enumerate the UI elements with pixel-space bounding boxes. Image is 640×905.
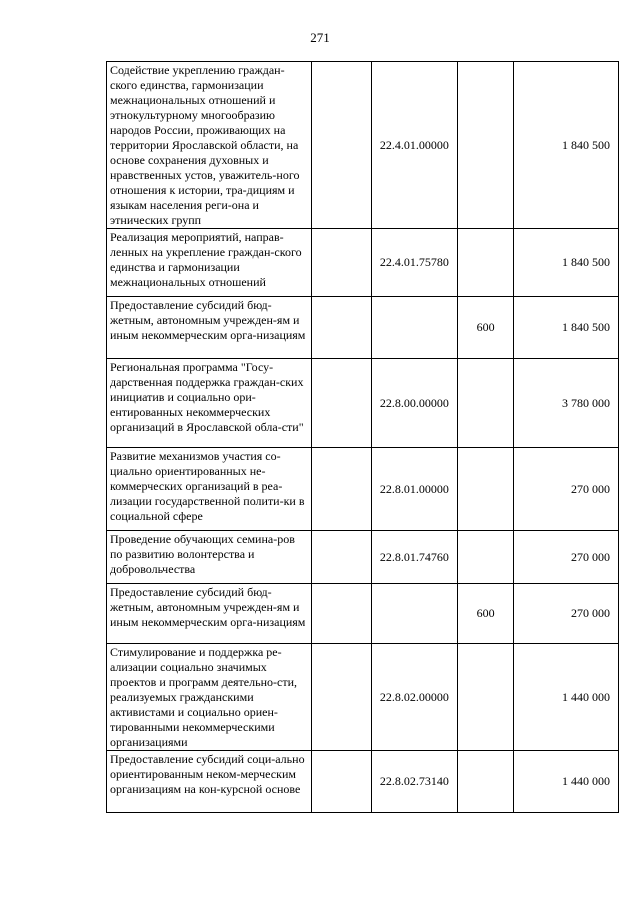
program-code — [371, 584, 458, 644]
empty-cell — [311, 751, 371, 813]
program-code: 22.8.01.00000 — [371, 448, 458, 531]
table-row — [107, 644, 619, 751]
expense-type — [458, 62, 514, 229]
empty-cell — [311, 644, 371, 751]
empty-cell — [311, 584, 371, 644]
table-row — [107, 297, 619, 359]
item-name: Предоставление субсидий бюд-жетным, автономным учрежден-ям и иным некоммерческим орга-низациям — [107, 297, 312, 359]
item-name: Реализация мероприятий, направ-ленных на укрепление граждан-ского единства и гармонизации межнациональных отношений — [107, 229, 312, 297]
table-row — [107, 62, 619, 229]
program-code: 22.4.01.75780 — [371, 229, 458, 297]
table-row — [107, 448, 619, 531]
amount: 1 440 000 — [514, 751, 619, 813]
empty-cell — [311, 297, 371, 359]
table-row — [107, 229, 619, 297]
amount: 270 000 — [514, 448, 619, 531]
item-name: Стимулирование и поддержка ре-ализации социально значимых проектов и программ деятельно-сти, реализуемых гражданскими активистами и социально ориен-тированными некоммерческими организациями — [107, 644, 312, 751]
item-name: Предоставление субсидий бюд-жетным, автономным учрежден-ям и иным некоммерческим орга-низациям — [107, 584, 312, 644]
table-row — [107, 359, 619, 448]
program-code: 22.4.01.00000 — [371, 62, 458, 229]
empty-cell — [311, 359, 371, 448]
amount: 1 840 500 — [514, 297, 619, 359]
item-name: Проведение обучающих семина-ров по развитию волонтерства и добровольчества — [107, 531, 312, 584]
amount: 270 000 — [514, 584, 619, 644]
expense-type: 600 — [458, 584, 514, 644]
table-row — [107, 531, 619, 584]
program-code: 22.8.02.00000 — [371, 644, 458, 751]
empty-cell — [311, 531, 371, 584]
empty-cell — [311, 62, 371, 229]
program-code: 22.8.02.73140 — [371, 751, 458, 813]
item-name: Развитие механизмов участия со-циально ориентированных не-коммерческих организаций в реа-лизации государственной полити-ки в социальной сфере — [107, 448, 312, 531]
program-code: 22.8.01.74760 — [371, 531, 458, 584]
expense-type: 600 — [458, 297, 514, 359]
expense-type — [458, 751, 514, 813]
amount: 3 780 000 — [514, 359, 619, 448]
budget-table — [106, 61, 619, 813]
amount: 1 840 500 — [514, 62, 619, 229]
item-name: Содействие укреплению граждан-ского единства, гармонизации межнациональных отношений и этнокультурному многообразию народов России, проживающих на территории Ярославской области, на основе сохранения духовных и нравственных устов, уважитель-ного отношения к истории, тра-дициям и языкам населения реги-она и этнических групп — [107, 62, 312, 229]
table-row — [107, 751, 619, 813]
empty-cell — [311, 448, 371, 531]
amount: 1 440 000 — [514, 644, 619, 751]
item-name: Региональная программа "Госу-дарственная поддержка граждан-ских инициатив и социально ори-ентированных некоммерческих организаций в Ярославской обла-сти" — [107, 359, 312, 448]
amount: 1 840 500 — [514, 229, 619, 297]
expense-type — [458, 359, 514, 448]
page-number: 271 — [310, 30, 330, 45]
program-code — [371, 297, 458, 359]
expense-type — [458, 644, 514, 751]
expense-type — [458, 448, 514, 531]
expense-type — [458, 229, 514, 297]
amount: 270 000 — [514, 531, 619, 584]
expense-type — [458, 531, 514, 584]
program-code: 22.8.00.00000 — [371, 359, 458, 448]
empty-cell — [311, 229, 371, 297]
table-row — [107, 584, 619, 644]
item-name: Предоставление субсидий соци-ально ориентированным неком-мерческим организациям на кон-курсной основе — [107, 751, 312, 813]
